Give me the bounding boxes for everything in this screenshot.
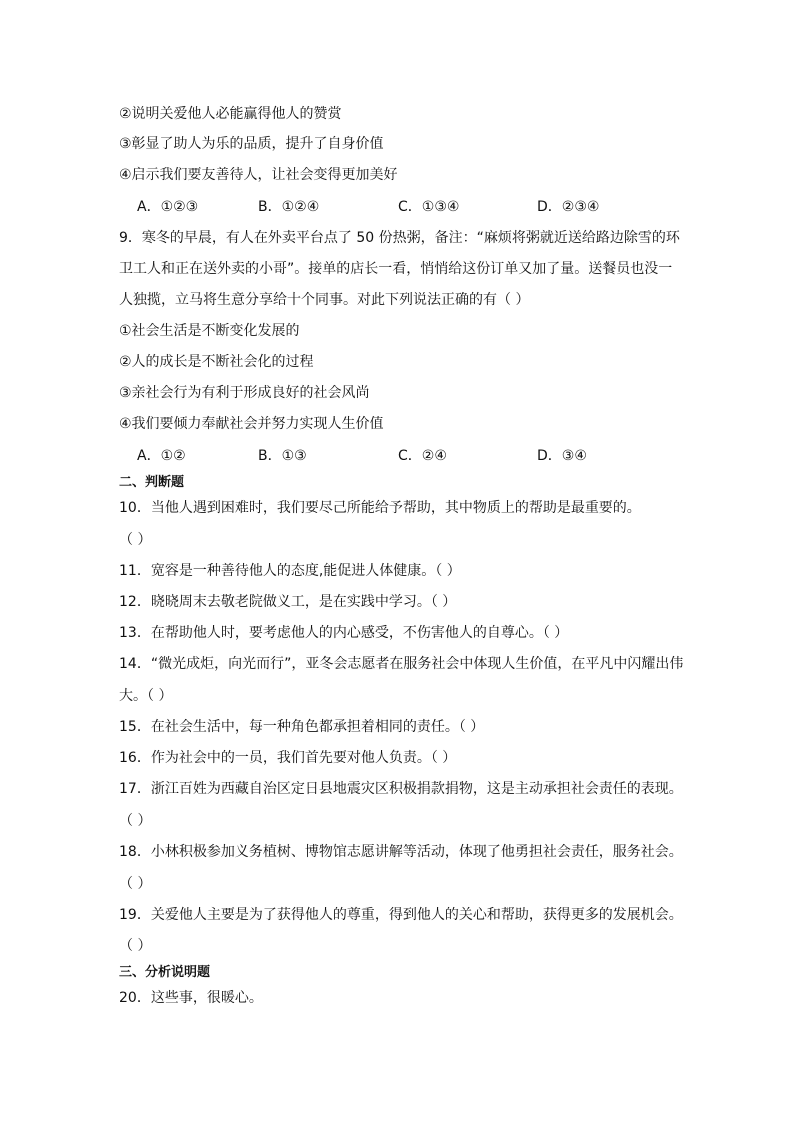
q9-choice-b: B．①③ — [258, 448, 307, 464]
q9-stem-line-2: 卫工人和正在送外卖的小哥”。接单的店长一看，悄悄给这份订单又加了量。送餐员也没一 — [119, 261, 673, 277]
q17-line-1: 17．浙江百姓为西藏自治区定日县地震灾区积极捐款捐物，这是主动承担社会责任的表现。 — [119, 781, 683, 797]
q8-choices — [137, 197, 657, 217]
q18-line-1: 18．小林积极参加义务植树、博物馆志愿讲解等活动，体现了他勇担社会责任，服务社会。 — [119, 844, 683, 860]
section-3-title: 三、分析说明题 — [119, 965, 211, 980]
q18-answer-blank: （ ） — [119, 876, 152, 892]
q8-statement-4: ④启示我们要友善待人，让社会变得更加美好 — [119, 167, 398, 183]
q8-choice-b: B．①②④ — [258, 199, 320, 215]
q8-choice-d: D．②③④ — [537, 199, 600, 215]
q8-statement-2: ②说明关爱他人必能赢得他人的赞赏 — [119, 106, 342, 122]
q13-line: 13．在帮助他人时，要考虑他人的内心感受，不伤害他人的自尊心。（ ） — [119, 625, 569, 641]
q12-line: 12．晓晓周末去敬老院做义工，是在实践中学习。（ ） — [119, 594, 457, 610]
q9-stem-line-3: 人独揽，立马将生意分享给十个同事。对此下列说法正确的有（ ） — [119, 292, 530, 308]
q9-stem-line-1: 9．寒冬的早晨，有人在外卖平台点了 50 份热粥，备注：“麻烦将粥就近送给路边除雪的环 — [119, 230, 680, 246]
q8-choice-a: A．①②③ — [137, 199, 199, 215]
q9-choice-a: A．①② — [137, 448, 186, 464]
section-2-title: 二、判断题 — [119, 475, 185, 490]
q19-answer-blank: （ ） — [119, 938, 152, 954]
q9-choice-c: C．②④ — [398, 448, 447, 464]
q19-line-1: 19．关爱他人主要是为了获得他人的尊重，得到他人的关心和帮助，获得更多的发展机会。 — [119, 907, 683, 923]
q17-answer-blank: （ ） — [119, 813, 152, 829]
q15-line: 15．在社会生活中，每一种角色都承担着相同的责任。（ ） — [119, 719, 485, 735]
q9-statement-1: ①社会生活是不断变化发展的 — [119, 323, 300, 339]
q14-line-2: 大。（ ） — [119, 688, 173, 704]
q8-choice-c: C．①③④ — [398, 199, 460, 215]
q9-choices — [137, 446, 657, 466]
q9-statement-3: ③亲社会行为有利于形成良好的社会风尚 — [119, 385, 370, 401]
q10-answer-blank: （ ） — [119, 532, 152, 548]
q20-line: 20．这些事，很暖心。 — [119, 990, 263, 1006]
q11-line: 11．宽容是一种善待他人的态度,能促进人体健康。（ ） — [119, 563, 461, 579]
q14-line-1: 14．“微光成炬，向光而行”，亚冬会志愿者在服务社会中体现人生价值，在平凡中闪耀出伟 — [119, 656, 684, 672]
q9-choice-d: D．③④ — [537, 448, 587, 464]
q9-statement-2: ②人的成长是不断社会化的过程 — [119, 354, 314, 370]
q10-line-1: 10．当他人遇到困难时，我们要尽己所能给予帮助，其中物质上的帮助是最重要的。 — [119, 500, 641, 516]
q9-statement-4: ④我们要倾力奉献社会并努力实现人生价值 — [119, 416, 384, 432]
q8-statement-3: ③彰显了助人为乐的品质，提升了自身价值 — [119, 136, 384, 152]
q16-line: 16．作为社会中的一员，我们首先要对他人负责。（ ） — [119, 750, 457, 766]
